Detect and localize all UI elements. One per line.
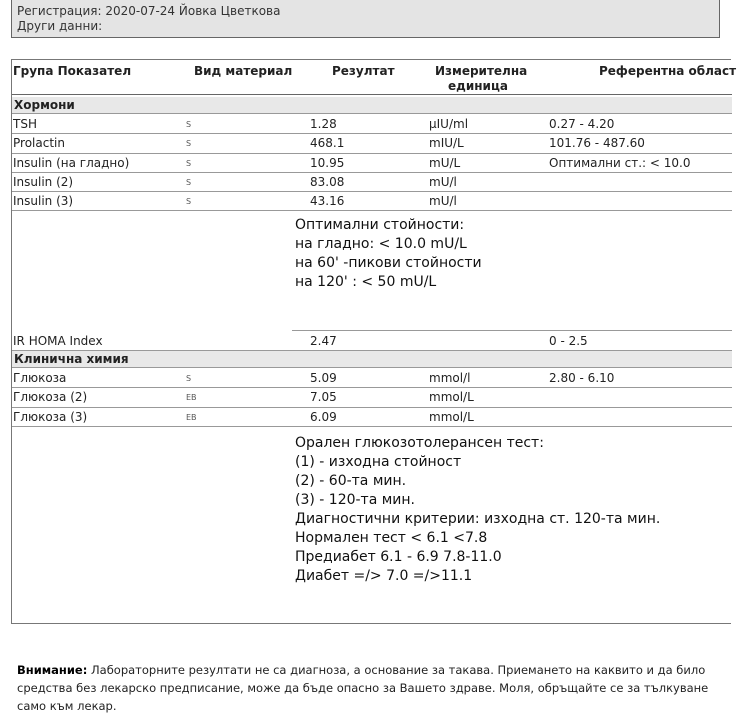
cell-name: Глюкоза [13, 371, 67, 385]
chem-note-line: Диагностични критерии: изходна ст. 120-та мин. [295, 511, 661, 527]
homa-result: 2.47 [310, 334, 337, 348]
cell-material: S [186, 158, 192, 168]
cell-unit: mmol/L [429, 390, 474, 405]
chem-note-line: Нормален тест < 6.1 <7.8 [295, 530, 488, 546]
cell-result: 1.28 [310, 117, 337, 131]
col-result: Резултат [332, 64, 395, 78]
cell-result: 7.05 [310, 390, 337, 405]
table-row [12, 114, 732, 133]
col-group: Група Показател [13, 64, 132, 78]
cell-name: Prolactin [13, 136, 65, 151]
cell-unit: mU/l [429, 194, 457, 209]
cell-result: 6.09 [310, 409, 337, 424]
cell-unit: mmol/l [429, 371, 471, 385]
disclaimer-text: Лабораторните резултати не са диагноза, а основание за такава. Приемането на каквито и да било средства без лекарско предписание, може да бъде опасно за Вашето здраве. Моля, обръщайте се за тълкуване само към лекар. [17, 663, 709, 713]
cell-ref: Оптимални ст.: < 10.0 [549, 155, 691, 170]
chemistry-note [295, 434, 660, 586]
cell-result: 10.95 [310, 155, 345, 170]
results-table [11, 59, 737, 624]
hormone-note-line: Оптимални стойности: [295, 217, 465, 233]
chem-note-line: Орален глюкозотолерансен тест: [295, 435, 544, 451]
cell-result: 5.09 [310, 371, 337, 385]
row-divider [12, 210, 732, 211]
cell-material: S [186, 139, 192, 149]
section-chemistry [12, 351, 732, 367]
cell-unit: mU/l [429, 174, 457, 189]
hormone-note-line: на гладно: < 10.0 mU/L [295, 236, 467, 252]
cell-name: Глюкоза (3) [13, 409, 88, 424]
cell-name: Insulin (3) [13, 194, 74, 209]
table-row [12, 133, 732, 152]
cell-name: Insulin (на гладно) [13, 155, 130, 170]
disclaimer [17, 661, 737, 715]
cell-material: S [186, 374, 192, 383]
col-reference: Референтна област [599, 64, 737, 78]
table-row [12, 387, 732, 406]
cell-result: 83.08 [310, 174, 345, 189]
section-hormones-title: Хормони [14, 98, 75, 112]
cell-unit: mIU/L [429, 136, 464, 151]
section-chemistry-title: Клинична химия [14, 352, 129, 366]
disclaimer-label: Внимание: [17, 663, 88, 677]
cell-result: 43.16 [310, 194, 345, 209]
header-divider [12, 94, 732, 95]
table-row [12, 153, 732, 172]
cell-unit: mU/L [429, 155, 461, 170]
section-hormones [12, 97, 732, 113]
table-row [12, 368, 732, 387]
hormone-note-line: на 60' -пикови стойности [295, 255, 482, 271]
col-unit-1: Измерителна [435, 64, 528, 78]
chem-note-line: Предиабет 6.1 - 6.9 7.8-11.0 [295, 549, 502, 565]
cell-unit: mmol/L [429, 409, 474, 424]
cell-name: Insulin (2) [13, 174, 74, 189]
cell-ref: 2.80 - 6.10 [549, 371, 615, 385]
table-row [12, 191, 732, 210]
chem-note-line: Диабет =/> 7.0 =/>11.1 [295, 568, 473, 584]
registration-line: Регистрация: 2020-07-24 Йовка Цветкова [17, 4, 281, 18]
chem-note-line: (2) - 60-та мин. [295, 473, 407, 489]
homa-name: IR HOMA Index [13, 334, 103, 348]
cell-material: ЕВ [186, 412, 197, 422]
cell-name: TSH [13, 117, 37, 131]
homa-ref: 0 - 2.5 [549, 334, 588, 348]
table-row [12, 172, 732, 191]
chem-note-line: (1) - изходна стойност [295, 454, 462, 470]
cell-material: S [186, 177, 192, 187]
note-divider [292, 330, 732, 331]
cell-material: ЕВ [186, 393, 197, 403]
cell-ref: 0.27 - 4.20 [549, 117, 615, 131]
other-data-line: Други данни: [17, 19, 103, 33]
cell-material: S [186, 120, 192, 129]
col-unit-2: единица [448, 79, 508, 93]
chem-note-line: (3) - 120-та мин. [295, 492, 416, 508]
row-divider [12, 426, 732, 427]
table-row [12, 407, 732, 426]
cell-unit: µIU/ml [429, 117, 469, 131]
cell-result: 468.1 [310, 136, 345, 151]
hormone-note [295, 216, 482, 292]
col-material: Вид материал [194, 64, 293, 78]
hormone-note-line: на 120' : < 50 mU/L [295, 274, 437, 290]
cell-ref: 101.76 - 487.60 [549, 136, 645, 151]
cell-name: Глюкоза (2) [13, 390, 88, 405]
cell-material: S [186, 197, 192, 207]
